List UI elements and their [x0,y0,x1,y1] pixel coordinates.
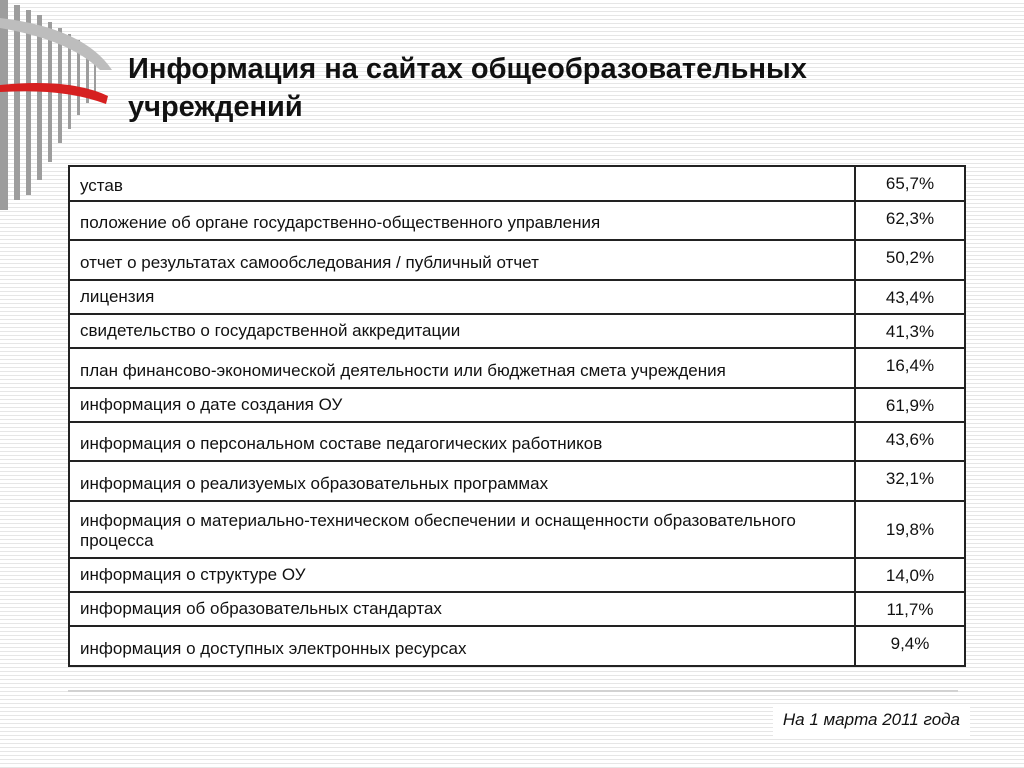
table-row [69,501,965,558]
divider [68,690,958,692]
row-label: положение об органе государственно-общественного управления [69,201,855,240]
table-row [69,388,965,422]
row-value: 32,1% [855,461,965,501]
row-label: отчет о результатах самообследования / публичный отчет [69,240,855,280]
row-value: 65,7% [855,166,965,201]
row-value: 43,6% [855,422,965,461]
row-value: 16,4% [855,348,965,388]
table-row [69,348,965,388]
row-label: свидетельство о государственной аккредитации [69,314,855,348]
table-row [69,626,965,666]
row-label: устав [69,166,855,201]
info-table [68,165,966,667]
table-row [69,422,965,461]
row-label: информация о структуре ОУ [69,558,855,592]
row-label: информация о дате создания ОУ [69,388,855,422]
table-row [69,240,965,280]
row-value: 41,3% [855,314,965,348]
table-row [69,166,965,201]
row-label: информация о реализуемых образовательных программах [69,461,855,501]
row-value: 43,4% [855,280,965,314]
row-value: 62,3% [855,201,965,240]
row-value: 9,4% [855,626,965,666]
table-row [69,280,965,314]
row-label: план финансово-экономической деятельности или бюджетная смета учреждения [69,348,855,388]
row-value: 61,9% [855,388,965,422]
date-footnote: На 1 марта 2011 года [773,704,970,736]
page-title: Информация на сайтах общеобразовательных учреждений [128,53,807,123]
row-label: информация о доступных электронных ресурсах [69,626,855,666]
table-row [69,461,965,501]
row-value: 14,0% [855,558,965,592]
table-row [69,558,965,592]
row-label: информация о персональном составе педагогических работников [69,422,855,461]
table-row [69,314,965,348]
row-value: 11,7% [855,592,965,626]
table-row [69,592,965,626]
row-label: информация об образовательных стандартах [69,592,855,626]
row-value: 50,2% [855,240,965,280]
table-row [69,201,965,240]
row-label: информация о материально-техническом обеспечении и оснащенности образовательного процесса [69,501,855,558]
row-label: лицензия [69,280,855,314]
row-value: 19,8% [855,501,965,558]
